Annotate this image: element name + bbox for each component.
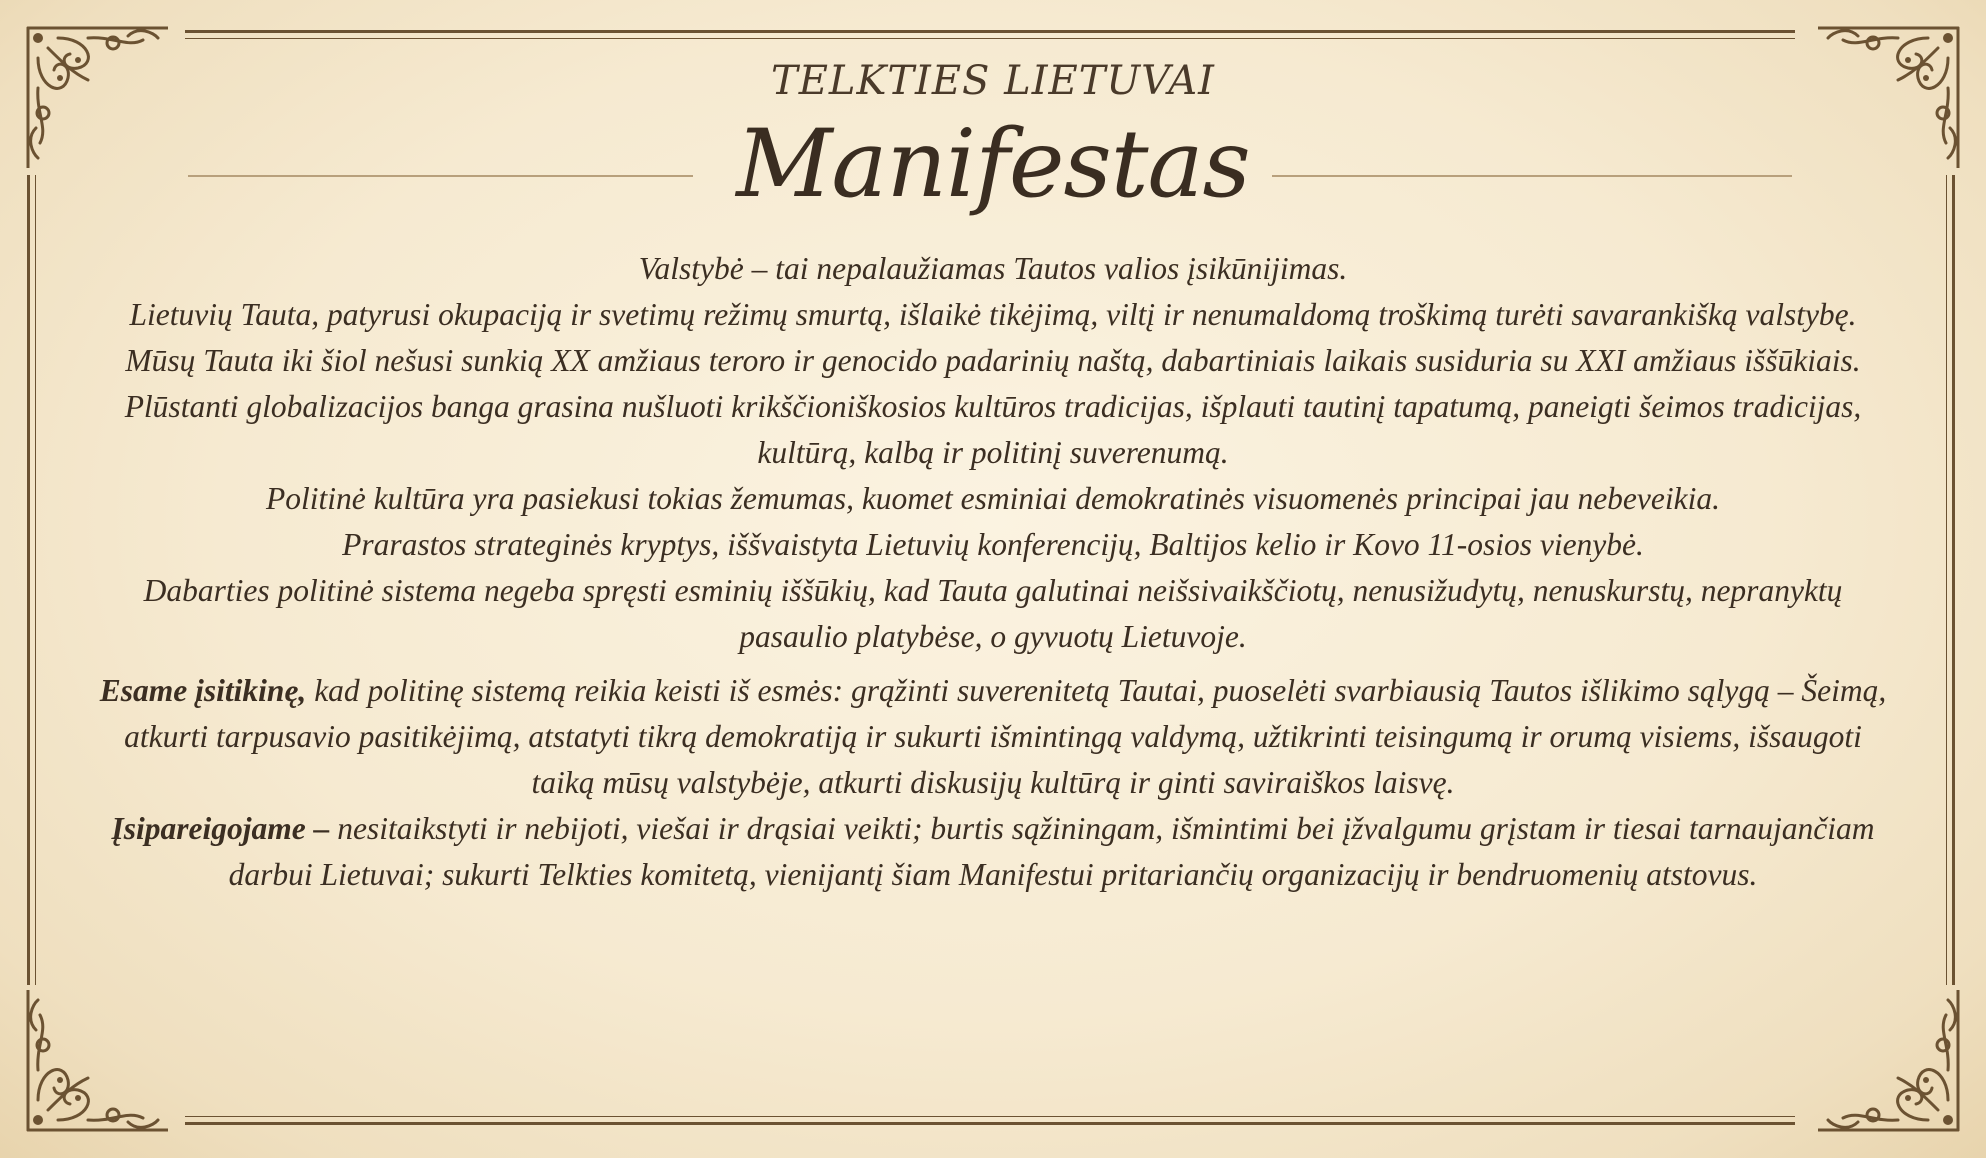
frame-bottom-border [185, 1122, 1795, 1125]
corner-ornament-icon [1818, 990, 1968, 1140]
corner-ornament-icon [18, 990, 168, 1140]
paragraph-text: Mūsų Tauta iki šiol nešusi sunkią XX amžiaus teroro ir genocido padarinių naštą, dabartiniais laikais susiduria su XXI amžiaus iššūkiais. [125, 343, 1861, 378]
supertitle: TELKTIES LIETUVAI [771, 58, 1215, 104]
paragraph-commitment [95, 806, 1891, 898]
frame-right-border [1952, 175, 1955, 985]
paragraph-text: Dabarties politinė sistema negeba spręsti esminių iššūkių, kad Tauta galutinai neišsivaikščiotų, nenusižudytų, nenuskurstų, nepranyktų pasaulio platybėse, o gyvuotų Lietuvoje. [143, 573, 1843, 654]
paragraph-text: Plūstanti globalizacijos banga grasina nušluoti krikščioniškosios kultūros tradicijas, išplauti tautinį tapatumą, paneigti šeimos tradicijas, kultūrą, kalbą ir politinį suverenumą. [124, 389, 1862, 470]
paragraph [95, 476, 1891, 522]
frame-right-inner-border [1946, 175, 1947, 985]
paragraph [95, 292, 1891, 338]
paragraph [95, 246, 1891, 292]
frame-left-border [27, 175, 30, 985]
paragraph-text: Valstybė – tai nepalaužiamas Tautos valios įsikūnijimas. [638, 251, 1348, 286]
frame-top-inner-border [185, 38, 1795, 39]
paragraph [95, 568, 1891, 660]
paragraph-lead: Įsipareigojame – [111, 811, 330, 846]
paragraph [95, 384, 1891, 476]
page-title: Manifestas [736, 110, 1250, 219]
paragraph-lead: Esame įsitikinę, [99, 673, 307, 708]
paragraph-text: Lietuvių Tauta, patyrusi okupaciją ir svetimų režimų smurtą, išlaikė tikėjimą, viltį ir nenumaldomą troškimą turėti savarankišką valstybę. [129, 297, 1857, 332]
paragraph [95, 522, 1891, 568]
paragraph [95, 338, 1891, 384]
manifesto-body [95, 246, 1891, 898]
paragraph-conviction [95, 668, 1891, 806]
paragraph-text: Prarastos strateginės kryptys, iššvaistyta Lietuvių konferencijų, Baltijos kelio ir Kovo 11-osios vienybė. [342, 527, 1644, 562]
paragraph-text: Politinė kultūra yra pasiekusi tokias žemumas, kuomet esminiai demokratinės visuomenės principai jau nebeveikia. [266, 481, 1720, 516]
frame-top-border [185, 30, 1795, 33]
paragraph-text: kad politinę sistemą reikia keisti iš esmės: grąžinti suverenitetą Tautai, puoselėti svarbiausią Tautos išlikimo sąlygą – Šeimą, atkurti tarpusavio pasitikėjimą, atstatyti tikrą demokratiją ir sukurti išmintingą valdymą, užtikrinti teisingumą ir orumą visiems, išsaugoti taiką mūsų valstybėje, atkurti diskusijų kultūrą ir ginti saviraiškos laisvę. [124, 673, 1887, 800]
paragraph-text: nesitaikstyti ir nebijoti, viešai ir drąsiai veikti; burtis sąžiningam, išmintimi bei įžvalgumu grįstam ir tiesai tarnaujančiam darbui Lietuvai; sukurti Telkties komitetą, vienijantį šiam Manifestui pritariančių organizacijų ir bendruomenių atstovus. [228, 811, 1875, 892]
frame-left-inner-border [35, 175, 36, 985]
frame-bottom-inner-border [185, 1116, 1795, 1117]
